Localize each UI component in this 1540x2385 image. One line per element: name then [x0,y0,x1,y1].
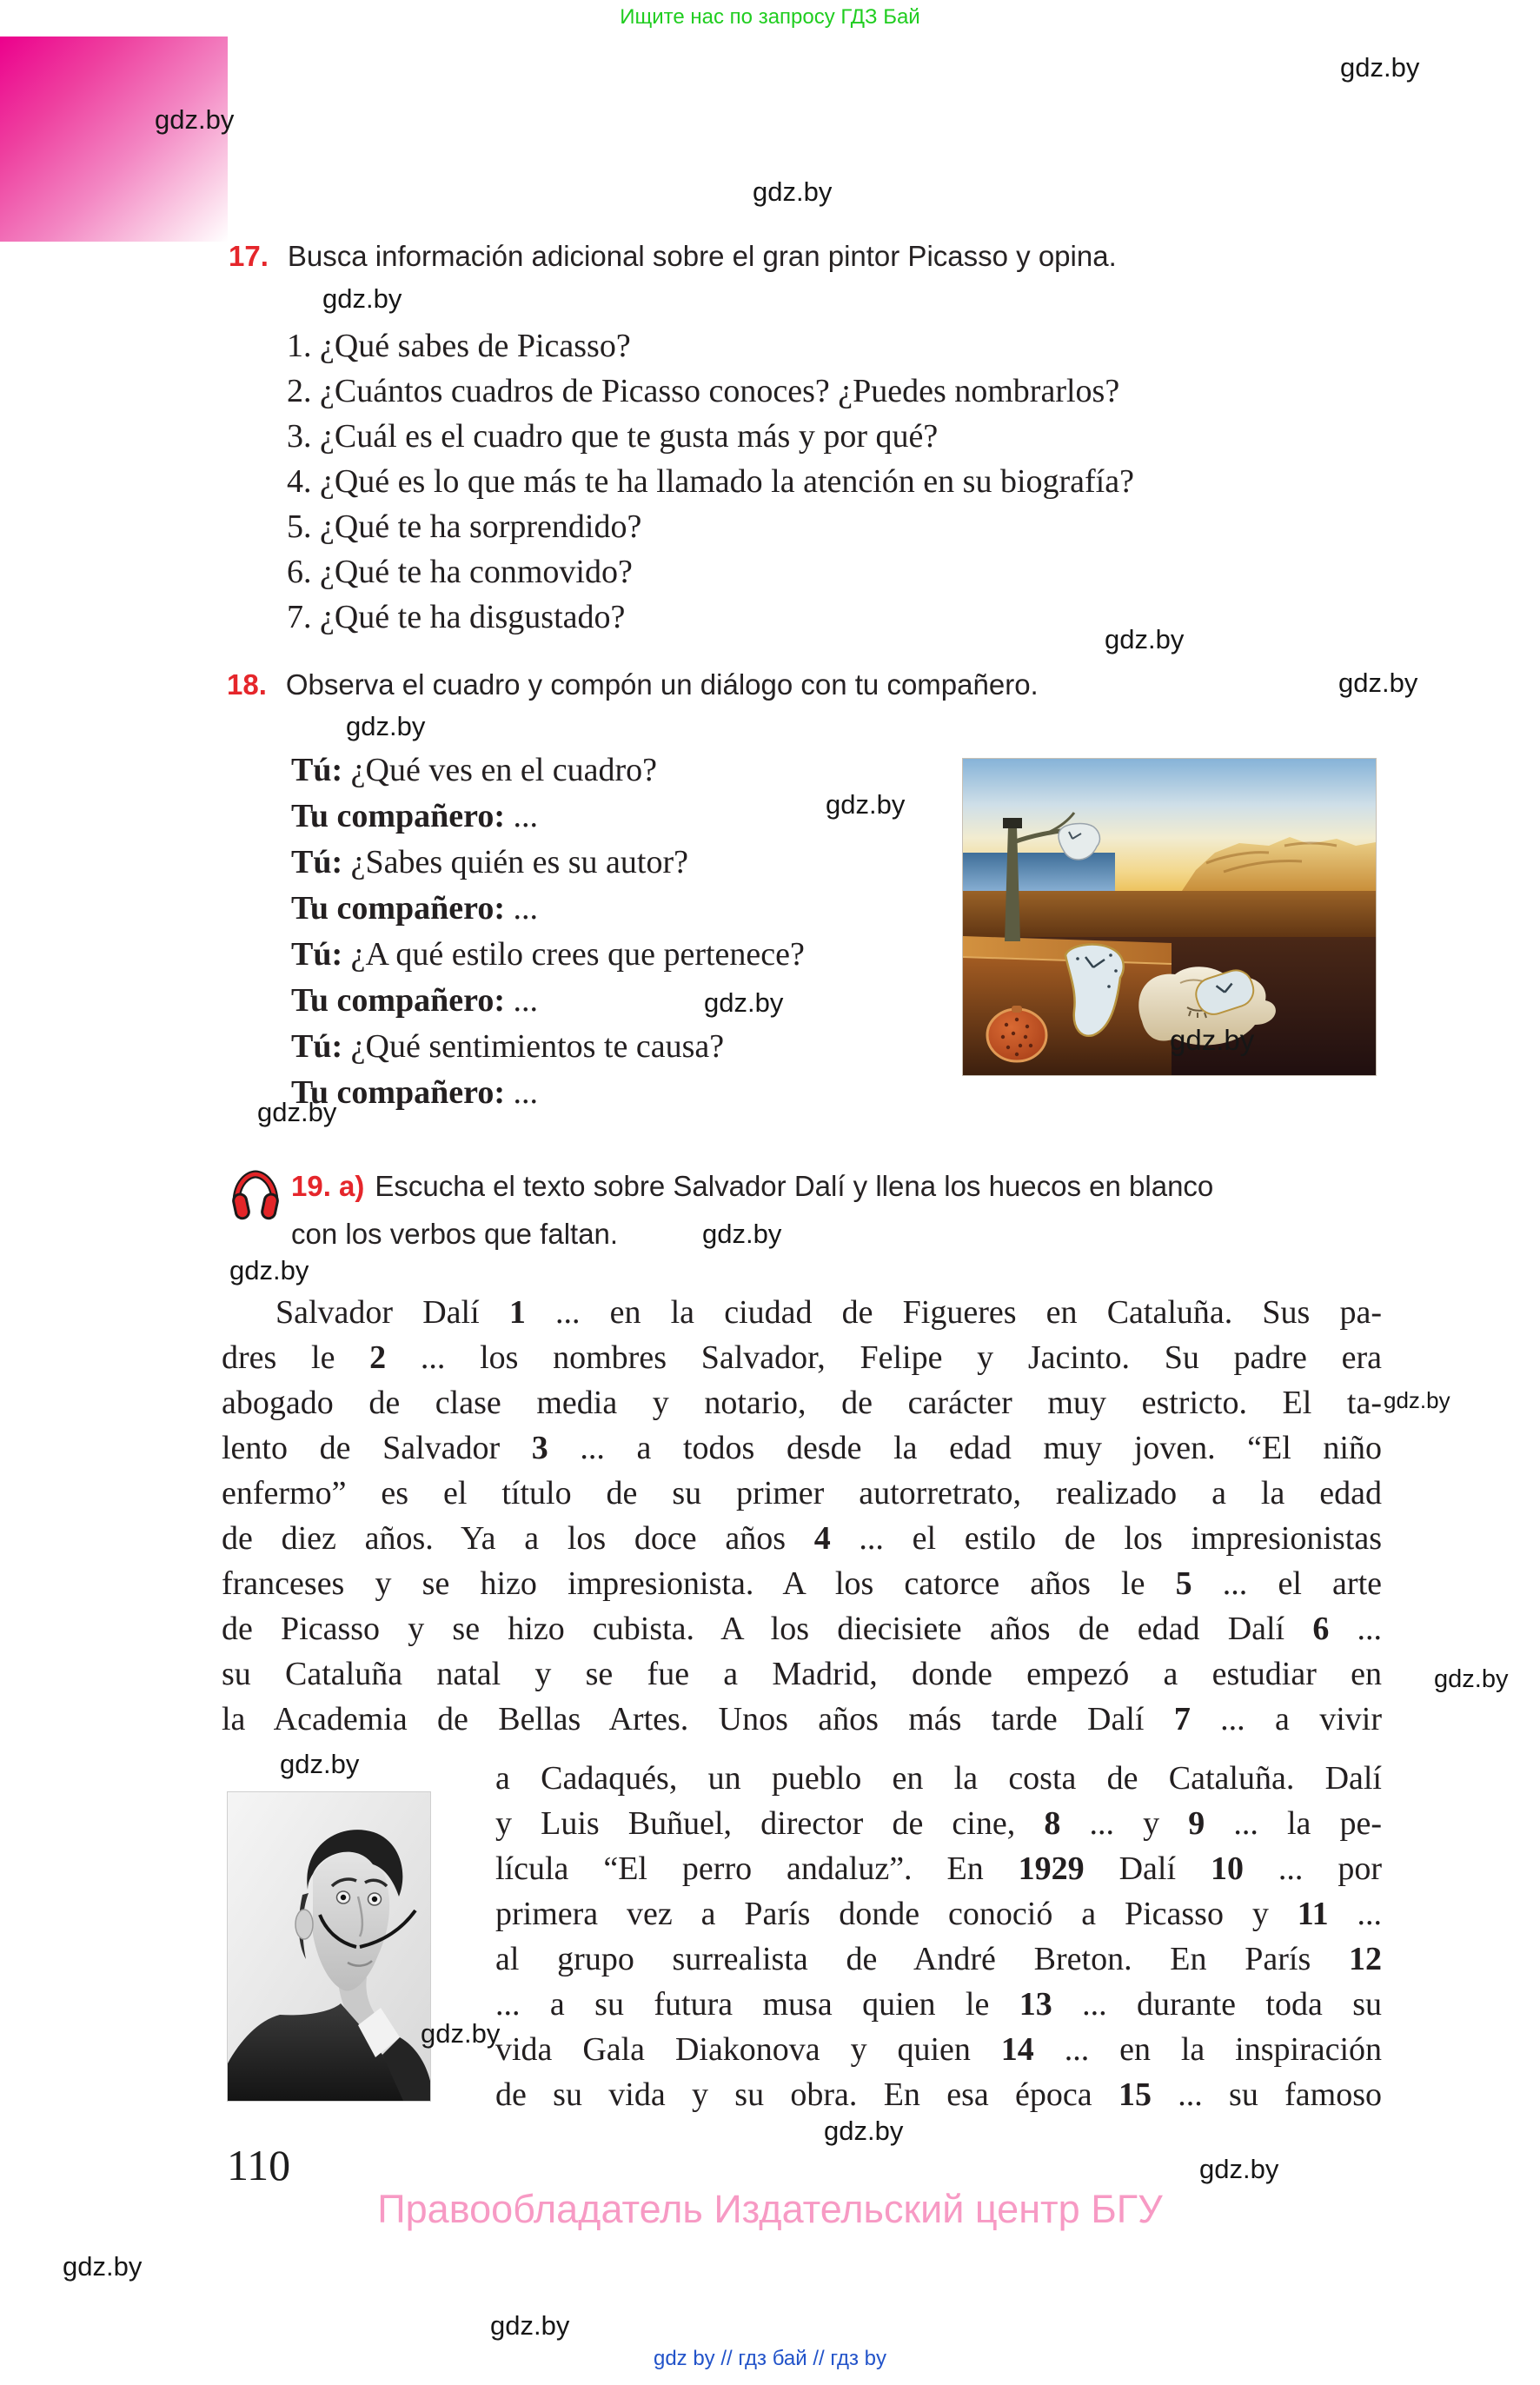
dialogue-line: Tu compañero: ... [291,798,538,834]
text-line: primera vez a París donde conoció a Picasso y 11 ... [495,1896,1383,1932]
gap-number: 13 [1019,1986,1052,2023]
question-line: 2. ¿Cuántos cuadros de Picasso conoces? ¿Puedes nombrarlos? [287,373,1120,409]
dialogue-line: Tu compañero: ... [291,982,538,1019]
gdzby-watermark: gdz.by [826,789,906,820]
gdzby-watermark: gdz.by [229,1255,309,1286]
question-line: 5. ¿Qué te ha sorprendido? [287,508,642,545]
exercise-17-header [229,240,1117,273]
text-line: de Picasso y se hizo cubista. A los diecisiete años de edad Dalí 6 ... [222,1611,1383,1647]
text-line: al grupo surrealista de André Breton. En París 12 [495,1941,1382,1977]
gdzby-watermark: gdz.by [257,1097,337,1127]
dialogue-speaker-label: Tú: [291,936,343,973]
gap-number: 1929 [1018,1850,1085,1887]
header-note: Ищите нас по запросу ГДЗ Бай [620,5,920,29]
exercise-18-dialogue [291,747,805,1116]
dali-photo-image [228,1792,430,2101]
dialogue-line: Tú: ¿A qué estilo crees que pertenece? [291,936,805,973]
gap-number: 8 [1044,1805,1061,1842]
text-line: lento de Salvador 3 ... a todos desde la edad muy joven. “El niño [222,1430,1382,1466]
text-line: de diez años. Ya a los doce años 4 ... el estilo de los impresionistas [222,1520,1382,1557]
gdzby-watermark: gdz.by [490,2310,570,2341]
gap-number: 11 [1297,1896,1329,1932]
dialogue-speaker-label: Tú: [291,1028,343,1065]
gdzby-watermark: gdz.by [1105,624,1185,654]
gap-number: 10 [1210,1850,1244,1887]
gdzby-watermark: gdz.by [322,283,402,314]
painting-sea [963,853,1115,891]
page-number: 110 [227,2141,291,2189]
gdzby-watermark: gdz.by [280,1749,360,1779]
question-line: 7. ¿Qué te ha disgustado? [287,599,626,635]
text-line: franceses y se hizo impresionista. A los catorce años le 5 ... el arte [222,1565,1382,1602]
gdzby-watermark: gdz.by [1199,2154,1279,2184]
headphones-icon [229,1168,282,1226]
dialogue-speaker-label: Tu compañero: [291,1074,505,1111]
dialogue-line: Tú: ¿Qué ves en el cuadro? [291,752,658,788]
gdzby-watermark: gdz.by [704,987,784,1018]
text-line: vida Gala Diakonova y quien 14 ... en la inspiración [495,2031,1383,2068]
dialogue-speaker-label: Tu compañero: [291,798,505,834]
gdzby-watermark: gdz.by [1384,1387,1450,1413]
gdzby-watermark: gdz.by [1170,1024,1255,1056]
gap-number: 1 [508,1294,526,1331]
gap-number: 6 [1312,1611,1330,1647]
text-line: enfermo” es el título de su primer autorretrato, realizado a la edad [222,1475,1382,1511]
gdzby-watermark: gdz.by [155,104,235,135]
question-line: 4. ¿Qué es lo que más te ha llamado la atención en su biografía? [287,463,1134,500]
gdzby-watermark: gdz.by [702,1219,782,1249]
question-line: 3. ¿Cuál es el cuadro que te gusta más y por qué? [287,418,939,455]
text-line: de su vida y su obra. En esa época 15 ... su famoso [495,2076,1382,2113]
dialogue-line: Tú: ¿Sabes quién es su autor? [291,844,688,880]
gap-number: 2 [369,1339,387,1376]
gap-number: 4 [813,1520,831,1557]
gdzby-watermark: gdz.by [63,2251,143,2282]
gap-number: 15 [1118,2076,1152,2113]
exercise-17-number: 17. [229,240,269,272]
footer-links: gdz by // гдз бай // гдз by [653,2347,887,2370]
exercise-19-header [291,1170,1213,1203]
gdzby-watermark: gdz.by [421,2018,501,2049]
gap-number: 14 [1000,2031,1034,2068]
gdzby-watermark: gdz.by [1338,668,1418,698]
dialogue-line: Tu compañero: ... [291,1074,538,1111]
exercise-19-title-line1: Escucha el texto sobre Salvador Dalí y llena los huecos en blanco [375,1170,1214,1202]
copyright-line: Правообладатель Издательский центр БГУ [377,2187,1163,2231]
text-line: abogado de clase media y notario, de carácter muy estricto. El ta- [222,1385,1382,1421]
text-line: a Cadaqués, un pueblo en la costa de Cataluña. Dalí [495,1760,1382,1797]
pink-gradient-block [0,37,228,242]
dialogue-speaker-label: Tú: [291,752,343,788]
text-line: la Academia de Bellas Artes. Unos años más tarde Dalí 7 ... a vivir [222,1701,1382,1737]
gdzby-watermark: gdz.by [1434,1665,1509,1693]
gap-number: 3 [531,1430,548,1466]
gdzby-watermark: gdz.by [1340,52,1420,83]
dali-photo [228,1792,430,2101]
gap-number: 12 [1349,1941,1382,1977]
gdzby-watermark: gdz.by [824,2116,904,2146]
exercise-17-title: Busca información adicional sobre el gran pintor Picasso y opina. [287,240,1117,272]
text-line: y Luis Buñuel, director de cine, 8 ... y 9 ... la pe- [495,1805,1382,1842]
exercise-18-number: 18. [227,668,267,701]
exercise-18-header [227,668,1039,701]
text-line: ... a su futura musa quien le 13 ... durante toda su [495,1986,1383,2023]
text-line: dres le 2 ... los nombres Salvador, Felipe y Jacinto. Su padre era [222,1339,1383,1376]
dialogue-speaker-label: Tu compañero: [291,890,505,927]
text-line: lícula “El perro andaluz”. En 1929 Dalí 10 ... por [495,1850,1383,1887]
exercise-19-number: 19. a) [291,1170,365,1202]
photo-ear [295,1910,313,1939]
exercise-19-title-line2: con los verbos que faltan. [291,1218,619,1250]
gap-number: 9 [1188,1805,1205,1842]
dali-text-main [222,1290,1382,1742]
dialogue-line: Tú: ¿Qué sentimientos te causa? [291,1028,725,1065]
gdzby-watermark: gdz.by [753,176,833,207]
question-line: 1. ¿Qué sabes de Picasso? [287,328,631,364]
exercise-17-questions [287,323,1134,640]
dialogue-speaker-label: Tú: [291,844,343,880]
dialogue-line: Tu compañero: ... [291,890,538,927]
dali-text-beside-photo [495,1756,1382,2117]
gap-number: 5 [1175,1565,1192,1602]
gap-number: 7 [1173,1701,1191,1737]
dialogue-speaker-label: Tu compañero: [291,982,505,1019]
text-line: Salvador Dalí 1 ... en la ciudad de Figueres en Cataluña. Sus pa- [275,1294,1382,1331]
question-line: 6. ¿Qué te ha conmovido? [287,554,633,590]
gdzby-watermark: gdz.by [346,711,426,741]
text-line: su Cataluña natal y se fue a Madrid, donde empezó a estudiar en [222,1656,1382,1692]
exercise-18-title: Observa el cuadro y compón un diálogo con tu compañero. [285,668,1039,701]
